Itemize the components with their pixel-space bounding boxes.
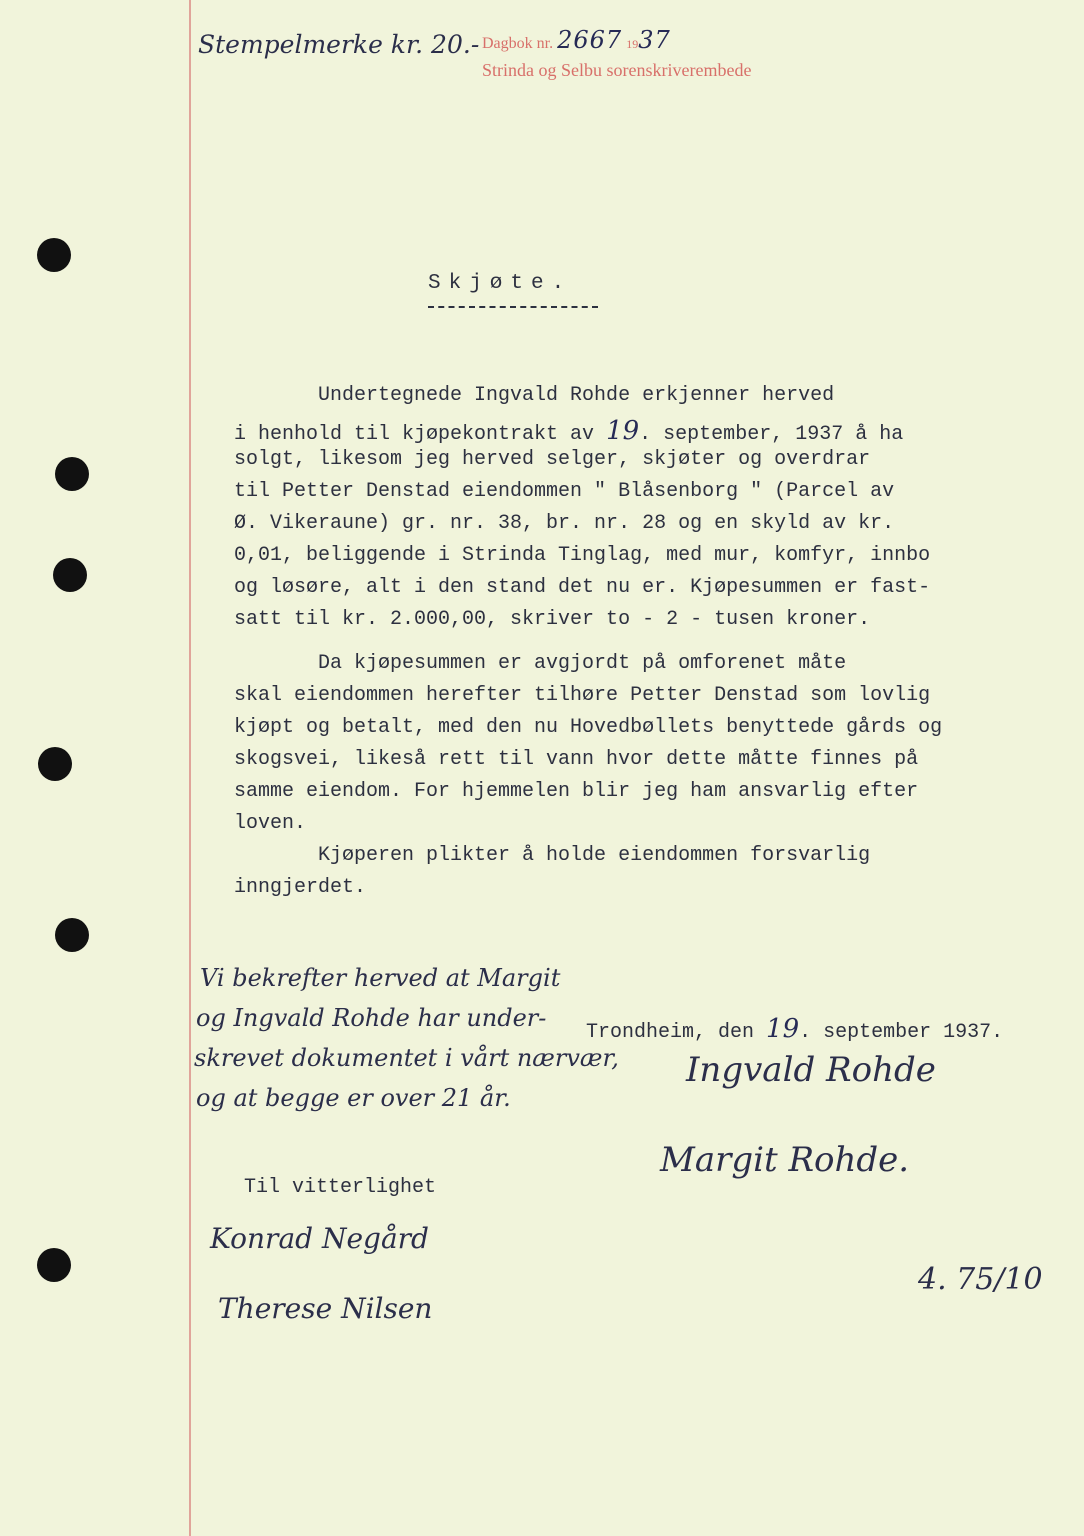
body-line: 0,01, beliggende i Strinda Tinglag, med mur, komfyr, innbo	[234, 544, 931, 567]
body-line: samme eiendom. For hjemmelen blir jeg ham ansvarlig efter	[234, 780, 919, 803]
attestation-line: og at begge er over 21 år.	[196, 1084, 511, 1112]
body-line: Undertegnede Ingvald Rohde erkjenner herved	[234, 384, 835, 407]
body-line: kjøpt og betalt, med den nu Hovedbøllets benyttede gårds og	[234, 716, 943, 739]
dagbok-number: 2667	[557, 26, 623, 54]
margin-rule	[189, 0, 191, 1536]
attestation-line: og Ingvald Rohde har under-	[196, 1004, 547, 1032]
witness-signature-2: Therese Nilsen	[218, 1292, 433, 1325]
body-line: Kjøperen plikter å holde eiendommen forsvarlig	[234, 844, 871, 867]
signing-day: 19	[766, 1014, 800, 1044]
fee-note: 4. 75/10	[918, 1262, 1043, 1297]
binder-hole	[37, 238, 71, 272]
body-line: Ø. Vikeraune) gr. nr. 38, br. nr. 28 og en skyld av kr.	[234, 512, 895, 535]
binder-hole	[55, 457, 89, 491]
attestation-line: skrevet dokumentet i vårt nærvær,	[194, 1044, 619, 1072]
body-line: skal eiendommen herefter tilhøre Petter Denstad som lovlig	[234, 684, 931, 707]
dagbok-stamp	[482, 26, 671, 54]
witness-label: Til vitterlighet	[244, 1176, 437, 1199]
body-line: Da kjøpesummen er avgjordt på omforenet måte	[234, 652, 847, 675]
dagbok-label: Dagbok nr.	[482, 35, 554, 52]
body-line: skogsvei, likeså rett til vann hvor dette måtte finnes på	[234, 748, 919, 771]
body-line: inngjerdet.	[234, 876, 367, 899]
body-line: satt til kr. 2.000,00, skriver to - 2 - tusen kroner.	[234, 608, 871, 631]
binder-hole	[38, 747, 72, 781]
seller-signature-margit: Margit Rohde.	[660, 1140, 910, 1180]
body-line: solgt, likesom jeg herved selger, skjøter og overdrar	[234, 448, 871, 471]
seller-signature-ingvald: Ingvald Rohde	[686, 1050, 936, 1090]
document-title: Skjøte.	[428, 272, 573, 295]
stamp-duty-note: Stempelmerke kr. 20.-	[198, 30, 480, 59]
binder-hole	[53, 558, 87, 592]
attestation-line: Vi bekrefter herved at Margit	[200, 964, 561, 992]
body-line: loven.	[234, 812, 307, 835]
witness-signature-1: Konrad Negård	[210, 1222, 429, 1255]
dagbok-year-suffix: 37	[638, 26, 671, 54]
contract-day: 19	[606, 416, 640, 446]
title-underline	[428, 306, 598, 308]
office-stamp: Strinda og Selbu sorenskriverembede	[482, 60, 752, 80]
body-line: i henhold til kjøpekontrakt av 19. september, 1937 å ha	[234, 416, 904, 446]
binder-hole	[55, 918, 89, 952]
binder-hole	[37, 1248, 71, 1282]
body-line: og løsøre, alt i den stand det nu er. Kjøpesummen er fast-	[234, 576, 931, 599]
place-date: Trondheim, den 19. september 1937.	[586, 1014, 1004, 1044]
body-line: til Petter Denstad eiendommen " Blåsenborg " (Parcel av	[234, 480, 895, 503]
dagbok-year-prefix: 19	[626, 37, 639, 51]
